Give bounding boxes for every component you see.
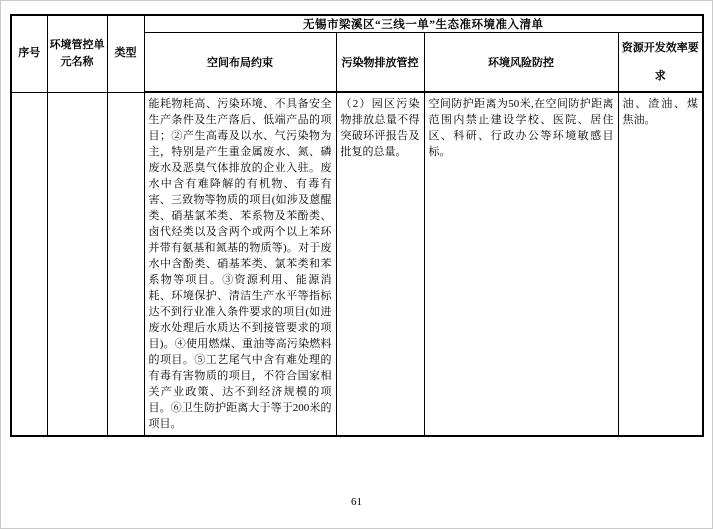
cell-resource-efficiency: 油、渣油、煤焦油。 [618,92,703,436]
cell-spatial-layout: 能耗物耗高、污染环境、不具备安全生产条件及生产落后、低端产品的项目；②产生高毒及以水、气污染物为主，特别是产生重金属废水、氮、磷废水及恶臭气体排放的企业入驻。废水中含有难降解的有机物、有毒有害、三致物等物质的项目(如涉及蒽醌类、硝基氯苯类、苯系物及苯酚类、卤代烃类以及含两个或两个以上苯环并带有氨基和氮基的物质等)。对于废水中含酚类、硝基苯类、氯苯类和苯系物等项目。③资源利用、能源消耗、环境保护、清洁生产水平等指标达不到行业准入条件要求的项目(如进废水处理后水质达不到接管要求的项目)。④使用燃煤、重油等高污染燃料的项目。⑤工艺尾气中含有难处理的有毒有害物质的项目，不符合国家相关产业政策、达不到经济规模的项目。⑥卫生防护距离大于等于200米的项目。 [144,92,336,436]
col-header-pollutant-control: 污染物排放管控 [336,33,424,93]
cell-type-empty [107,92,144,436]
cell-serial-empty [11,92,47,436]
table-title: 无锡市梁溪区“三线一单”生态准环境准入清单 [144,15,703,33]
cell-risk-control: 空间防护距离为50米,在空间防护距离范围内禁止建设学校、医院、居住区、科研、行政办公等环境敏感目标。 [424,92,618,436]
col-header-spatial-layout: 空间布局约束 [144,33,336,93]
eco-access-list-table [10,14,704,437]
col-header-type: 类型 [107,15,144,92]
table-row [11,92,703,436]
col-header-risk-control: 环境风险防控 [424,33,618,93]
col-header-resource-efficiency: 资源开发效率要求 [618,33,703,93]
page-number: 61 [351,496,362,508]
cell-unit-name-empty [47,92,107,436]
table-title-row [11,15,703,33]
col-header-serial: 序号 [11,15,47,92]
col-header-unit-name: 环境管控单元名称 [47,15,107,92]
cell-pollutant-control: （2）园区污染物排放总量不得突破环评报告及批复的总量。 [336,92,424,436]
